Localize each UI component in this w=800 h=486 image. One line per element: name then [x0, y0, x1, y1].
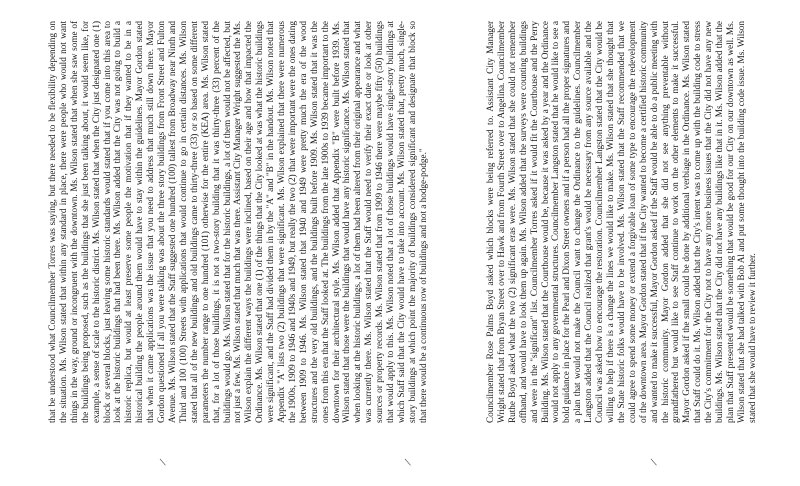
text-column-right [486, 21, 774, 423]
paragraph-right: Councilmember Rose Palms Boyd asked which blocks were being referred to. Assistant City Manager Wright stated that from Bryan Street over to Hawk and from Fourth Street over to Angelina. Councilmember Ruthe Boyd asked what the two (2) significant eras were. Ms. Wilson stated that she could not remember offhand, and would have to look them up again. Ms. Wilson added that the surveys were counting buildings and were in the "significant" list. Councilmember Torres asked if it would fit the Courthouse and the Perry Building. Ms. Wilson stated that the Courthouse would be, because it was asked by a year and the Ordinance would not apply to any governmental structures. Councilmember Langston stated that he would like to see a bold guidance in place for the Pearl and Dixon Street owners and if a person had all the proper signatures and a plan that would not make the Council want to change the Ordinance to the guidelines. Councilmember Langston added that the Council realized that grant's would be necessary from any source available and the Council was asked how to encourage the restoration. Councilmember Langston stated that the City would be willing to help if there is a change the lines we would like to make. Ms. Wilson stated that she thought that the State historic folks would have to be involved. Ms. Wilson stated that the Staff recommended that we could agree to spend some money or extend a forgivable loan of some type to encourage the redevelopment of the downtown area. Mayor Gordon stated that if the City wanted to become a certified historic community and wanted to make it successful, Mayor Gordon asked if the Staff would be able to do a public meeting with the historic community. Mayor Gordon added that she did not see anything preventable without grandfathered but would like to see Staff continue to work on the other elements to make it successful. Mayor Gordon asked if the small could be done by additional verbiage in the Ordinance. Ms. Wilson stated that Staff could do it. Ms. Wilson added that the City's intent was to come up with the building code to stress the City's commitment for the City not to have any more business issues that the City did not have any new buildings. Ms. Wilson stated that the City did not have any buildings like that in it. Ms. Wilson added that the plan that Staff presented would be something that would be good for our City on our downtown as well. Ms. Wilson stated that she had talked with Bob Al and put some thought into the building code issue. Ms. Wilson stated that she would have to review it further. [486, 21, 758, 423]
paragraph-left: that be understood what Councilmember Torres was saying, but there needed to be flexibility depending on the situation. Ms. Wilson stated that within any standard in place, there were people who would not want things in the way, ground or incongruent with the downtown. Ms. Wilson stated that when she saw some of the buildings being proposed, such as the buildings that she just been talking about, it would seem like, for example, a sense of scale to the historic district. Ms. Wilson stated that when the City just designated one (1) block or several blocks, just leaving some historic standards would stated that if you come into this area to look at the historic buildings that had been there. Ms. Wilson added that the City was not going to build a historic replica, but would at least preserve some people the motivation that if they wanted to be in a historical building the people around them would have to stay within the guidelines. Mayor Gordon stated that when it came applications was the issue that you need to address that much still down there. Mayor Gordon questioned if all you were talking was about the three story buildings from Front Street and Fulton Avenue. Ms. Wilson stated that the Staff suggested one hundred (100) tallest from Broadway near Ninth and Third and 100 (100) Streets with applications that would continue to go in certain distances. Ms. Wilson stated that all of the new buildings and old buildings came to thirty-three (33) or so based on some different parameters the number range to one hundred (101) otherwise for the entire (KEA) area. Ms. Wilson stated that, for a lot of those buildings, it is not a two-story building that it was thirty-three (33) percent of the buildings would go. Ms. Wilson stated that for the historic buildings, a lot of them would not be affected, but not just a few. Ms. Wilson stated that much that was there. Assistant City Manager Wright suggested the Ms. Wilson explain the different ways the buildings were inclined, based on their age and how that impacted the Ordinance. Ms. Wilson stated that one (1) of the things that the City looked at was what the historic buildings were significant, and the Staff had divided them in by the "A" and "B" in the handout. Ms. Wilson noted that Appendix "A" lists two (2) buildings that were significant. Ms. Wilson explained that there were numerous the 1900s, 1909 to 1946 and 1940s and 1949, but really the two (2) that were important were the ones dating between 1909 to 1946. Ms. Wilson stated that 1940 and 1949 were pretty much the era of the wood structures and the very old buildings, and the buildings built before 1909. Ms. Wilson stated that it was the ones from this era that the Staff looked at. The buildings from the late 1900s to 1939 became important to the downtown for their architectural style. Ms. Wilson added that Appendix "B" were built before 1939. Ms. Wilson stated that those were the buildings that would have any historic significance. Ms. Wilson stated that when looking at the historic buildings, a lot of them had been altered from their original appearance and what was currently there. Ms. Wilson stated that the Staff would need to verify their exact date or look at other sources or property records. Ms. Wilson stated that from 1909 to 1946 there were maybe fifty (50) buildings that would apply to this. Ms. Wilson noted that a lot of those buildings would have single-story buildings at which Staff said that the City would have to take into account. Ms. Wilson stated that, pretty much, single-story buildings at which point the majority of buildings considered significant and designate that block so that there would be a continuous row of buildings and not a hodge-podge." [48, 21, 429, 423]
page-mark-right: / [646, 457, 661, 467]
page-mark-middle: / [400, 457, 415, 467]
page-mark-left: / [155, 457, 170, 467]
text-column-left [48, 21, 476, 423]
